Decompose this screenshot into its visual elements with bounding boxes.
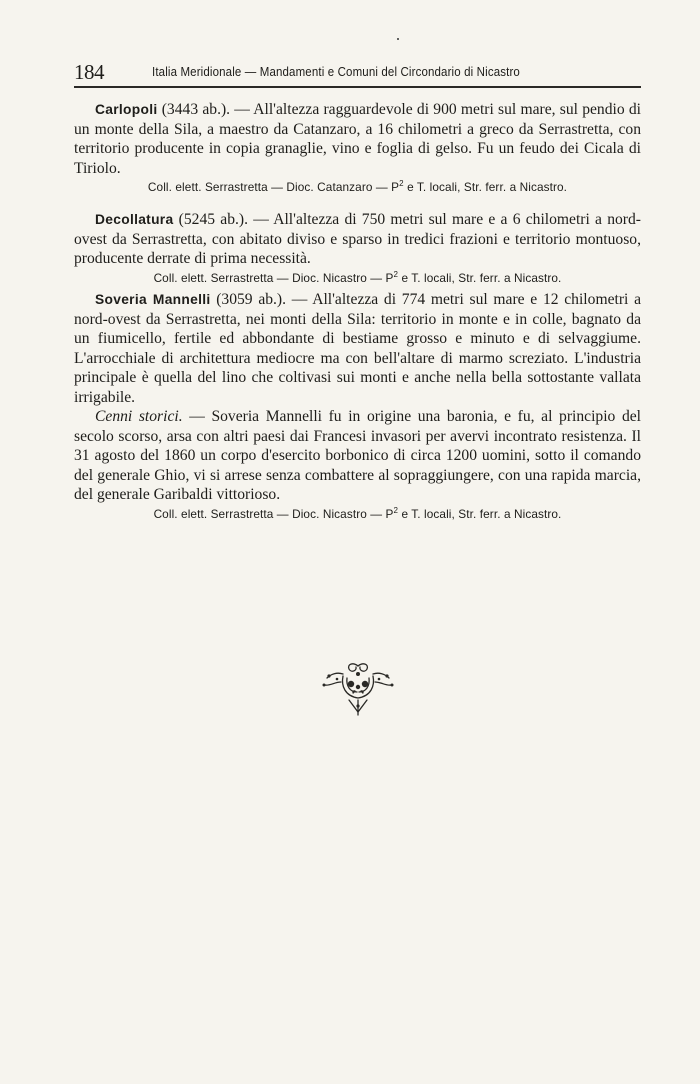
entry-note [74,179,641,196]
note-suffix: e T. locali, Str. ferr. a Nicastro. [398,270,562,285]
entry-name: Soveria Mannelli [95,292,211,307]
entry-paragraph [74,210,641,269]
note-suffix: e T. locali, Str. ferr. a Nicastro. [398,506,562,521]
speck-mark [397,38,399,40]
entry-text: (3059 ab.). — All'altezza di 774 metri sul mare e 12 chilometri a nord-ovest da Serrastretta, nei monti della Sila: territorio in monte e in colle, bagnato da un fiumicello, fertile ed abbondante di bestiame grosso e minuto e di selvaggiume. L'arrocchiale di architettura mediocre ma con bell'altare di marmo screziato. L'industria principale è quella del lino che coltivasi sui monti e anche nella bella sottostante vallata irrigabile. [74,291,641,406]
entry-text: (5245 ab.). — All'altezza di 750 metri sul mare e a 6 chilometri a nord-ovest da Serrastretta, con abitato diviso e sparso in tredici frazioni e territorio montuoso, producente derrate di prima necessità. [74,211,641,267]
header-rule [74,86,641,88]
page-header [74,58,641,88]
running-head: Italia Meridionale — Mandamenti e Comuni del Circondario di Nicastro [152,65,520,79]
entry-name: Carlopoli [95,102,158,117]
entry-paragraph [74,290,641,407]
entry-note [74,506,641,523]
page-number: 184 [74,60,104,84]
note-prefix: Coll. elett. Serrastretta — Dioc. Nicastro — P [153,506,394,521]
note-prefix: Coll. elett. Serrastretta — Dioc. Nicastro — P [153,270,394,285]
note-superscript: 2 [399,179,404,189]
floral-tailpiece-ornament-icon [313,660,403,720]
note-superscript: 2 [393,269,399,279]
entry-decollatura [74,210,641,287]
history-text: — Soveria Mannelli fu in origine una baronia, e fu, al principio del secolo scorso, arsa con altri paesi dai Francesi invasori per avervi incontrato resistenza. Il 31 agosto del 1860 un corpo d'esercito borbonico di circa 1200 uomini, sotto il comando del generale Ghio, vi si arrese senza combattere al sopraggiungere, con una rapida marcia, del generale Garibaldi vittorioso. [74,408,641,503]
entry-note [74,270,641,287]
history-label: Cenni storici. [95,408,183,425]
entry-name: Decollatura [95,212,174,227]
note-suffix: e T. locali, Str. ferr. a Nicastro. [403,180,568,194]
entry-paragraph [74,100,641,178]
entry-soveria-mannelli [74,290,641,523]
entry-text: (3443 ab.). — All'altezza ragguardevole di 900 metri sul mare, sul pendio di un monte della Sila, a maestro da Catanzaro, a 16 chilometri a greco da Serrastretta, con territorio producente in copia granaglie, vino e foglia di gelso. Fu un feudo dei Cicala di Tiriolo. [74,101,641,177]
entry-carlopoli [74,100,641,196]
history-paragraph [74,407,641,505]
note-prefix: Coll. elett. Serrastretta — Dioc. Catanzaro — P [147,180,400,194]
note-superscript: 2 [393,505,399,515]
